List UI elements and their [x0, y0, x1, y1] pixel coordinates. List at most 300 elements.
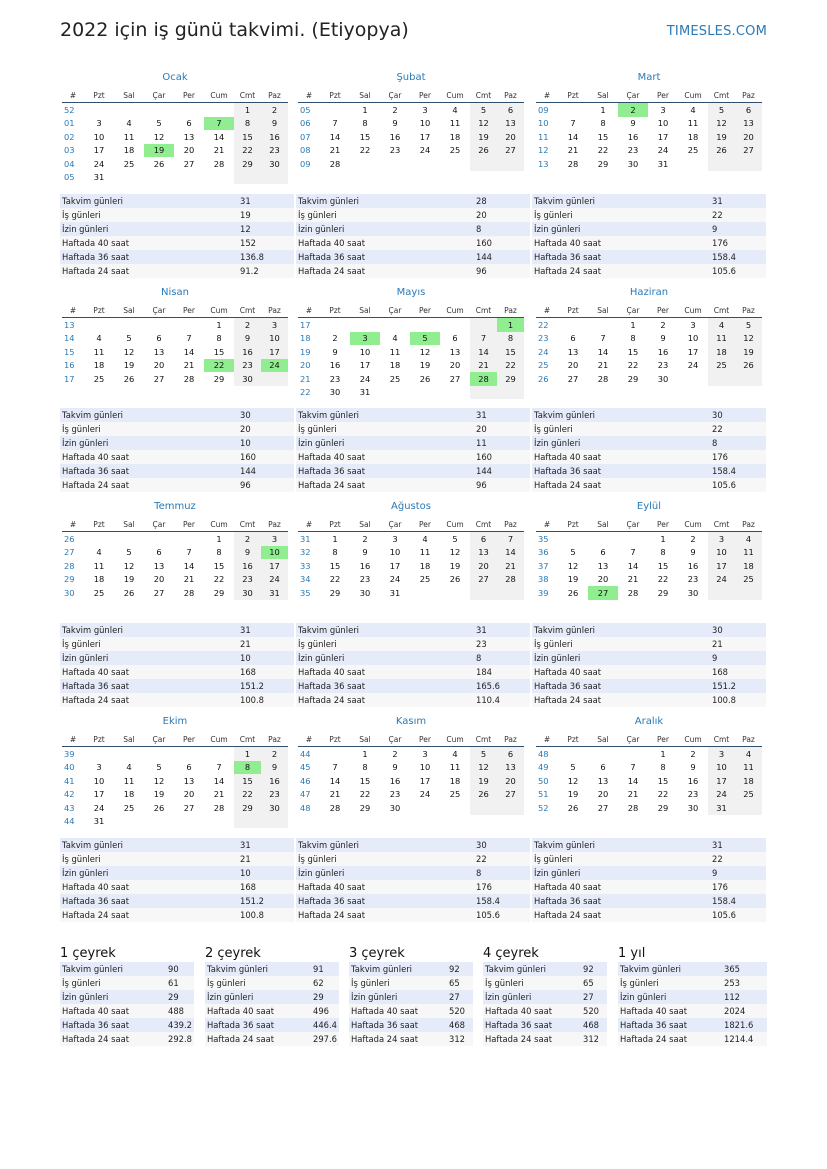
stat-label: Haftada 36 saat [534, 896, 601, 906]
stat-row [532, 250, 766, 264]
week-number: 17 [300, 319, 311, 330]
day-cell: 3 [96, 762, 102, 773]
month-calendar [536, 285, 762, 415]
day-cell: 4 [708, 318, 735, 332]
day-cell: 24 [93, 158, 105, 169]
weekday-header: Cmt [708, 517, 735, 532]
day-cell: 9 [362, 547, 368, 558]
day-cell: 2 [660, 319, 666, 330]
stat-row [532, 894, 766, 908]
week-number: 24 [538, 346, 549, 357]
day-cell: 2 [690, 533, 696, 544]
weekday-header: Pzt [84, 88, 114, 103]
stat-value: 160 [476, 452, 492, 462]
day-cell: 29 [657, 587, 669, 598]
stat-label: Haftada 40 saat [534, 667, 601, 677]
empty-cell [380, 318, 410, 332]
month-name: Haziran [629, 287, 669, 298]
empty-cell [708, 372, 735, 386]
day-cell: 10 [261, 546, 288, 560]
day-cell: 3 [708, 532, 735, 546]
quarter-row [205, 962, 339, 976]
day-cell: 6 [186, 762, 192, 773]
day-cell: 24 [657, 145, 669, 156]
day-cell: 25 [389, 373, 401, 384]
empty-cell [261, 815, 288, 829]
quarter-title: 1 çeyrek [60, 946, 116, 961]
day-cell: 13 [449, 346, 461, 357]
stat-row [60, 693, 294, 707]
weekday-header: Per [648, 303, 678, 318]
stat-row [60, 450, 294, 464]
weekday-header: Paz [497, 517, 524, 532]
week-number: 37 [538, 560, 549, 571]
quarter-label: Takvim günleri [620, 964, 681, 974]
day-cell: 20 [597, 789, 609, 800]
day-cell: 7 [204, 117, 234, 131]
day-cell: 15 [213, 346, 225, 357]
day-cell: 30 [657, 373, 669, 384]
empty-cell [440, 318, 470, 332]
week-number: 49 [538, 762, 549, 773]
week-number: 32 [300, 547, 311, 558]
stat-value: 19 [240, 210, 251, 220]
stat-label: Takvim günleri [534, 840, 595, 850]
week-number: 03 [64, 145, 75, 156]
stat-label: Haftada 36 saat [298, 896, 365, 906]
quarter-block [60, 945, 194, 1046]
day-cell: 27 [597, 802, 609, 813]
week-number: 47 [300, 789, 311, 800]
day-cell: 10 [93, 131, 105, 142]
stat-row [60, 264, 294, 278]
day-cell: 18 [389, 360, 401, 371]
stat-label: İş günleri [298, 424, 337, 434]
day-cell: 19 [144, 144, 174, 158]
day-cell: 30 [687, 802, 699, 813]
day-cell: 15 [359, 131, 371, 142]
week-number: 22 [300, 387, 311, 398]
quarter-label: Haftada 40 saat [620, 1006, 687, 1016]
weekday-header: # [298, 732, 320, 747]
quarter-label: Takvim günleri [351, 964, 412, 974]
week-number: 39 [64, 748, 75, 759]
week-number: 43 [64, 802, 75, 813]
stat-row [296, 665, 530, 679]
stat-label: Haftada 40 saat [62, 667, 129, 677]
stat-label: Haftada 40 saat [298, 882, 365, 892]
weekday-header: Per [410, 303, 440, 318]
day-cell: 13 [497, 761, 524, 775]
day-cell: 31 [359, 387, 371, 398]
month-stats [532, 838, 766, 922]
weekday-header: Paz [261, 732, 288, 747]
day-cell: 8 [660, 762, 666, 773]
empty-cell [144, 318, 174, 332]
quarter-label: İş günleri [351, 978, 390, 988]
stat-row [532, 236, 766, 250]
weekday-header: # [536, 517, 558, 532]
weekday-header: Cmt [234, 517, 261, 532]
weekday-header: Cum [440, 303, 470, 318]
day-cell: 23 [234, 359, 261, 373]
stat-value: 151.2 [240, 896, 264, 906]
stat-row [296, 264, 530, 278]
day-cell: 9 [630, 118, 636, 129]
day-cell: 28 [627, 587, 639, 598]
weekday-header: Sal [114, 303, 144, 318]
weekday-header: Pzt [558, 732, 588, 747]
week-number: 46 [300, 775, 311, 786]
quarter-row [483, 1004, 607, 1018]
stat-value: 31 [476, 625, 487, 635]
day-cell: 18 [687, 131, 699, 142]
quarter-value: 520 [583, 1006, 599, 1016]
week-number: 44 [300, 748, 311, 759]
day-cell: 14 [627, 775, 639, 786]
day-cell: 26 [419, 373, 431, 384]
day-cell: 28 [183, 373, 195, 384]
stat-value: 8 [476, 868, 482, 878]
day-cell: 27 [449, 373, 461, 384]
brand-link[interactable]: TIMESLES.COM [666, 24, 767, 39]
day-cell: 9 [392, 118, 398, 129]
stat-value: 20 [476, 210, 487, 220]
day-cell: 6 [156, 333, 162, 344]
day-cell: 26 [470, 788, 497, 802]
day-cell: 7 [630, 547, 636, 558]
weekday-header: Cum [204, 732, 234, 747]
quarter-value: 112 [724, 992, 740, 1002]
day-cell: 1 [234, 747, 261, 761]
stat-row [532, 264, 766, 278]
stat-row [532, 665, 766, 679]
stat-label: Haftada 36 saat [534, 466, 601, 476]
quarter-value: 29 [168, 992, 179, 1002]
day-cell: 14 [627, 560, 639, 571]
stat-label: Haftada 36 saat [62, 466, 129, 476]
stat-value: 110.4 [476, 695, 500, 705]
weekday-header: Pzt [320, 732, 350, 747]
day-cell: 6 [452, 333, 458, 344]
weekday-header: Paz [735, 732, 762, 747]
day-cell: 25 [93, 587, 105, 598]
stat-row [60, 852, 294, 866]
weekday-header: Çar [618, 303, 648, 318]
empty-cell [440, 157, 470, 171]
weekday-header: Çar [380, 303, 410, 318]
day-cell: 10 [261, 332, 288, 346]
day-cell: 28 [329, 802, 341, 813]
day-cell: 15 [213, 560, 225, 571]
week-number: 26 [64, 533, 75, 544]
stat-label: İş günleri [62, 639, 101, 649]
day-cell: 13 [153, 346, 165, 357]
stat-value: 152 [240, 238, 256, 248]
month-stats [296, 408, 530, 492]
empty-cell [174, 747, 204, 761]
weekday-header: Paz [261, 517, 288, 532]
day-cell: 1 [362, 748, 368, 759]
stat-row [532, 693, 766, 707]
quarter-value: 253 [724, 978, 740, 988]
quarter-row [349, 1004, 473, 1018]
day-cell: 19 [153, 789, 165, 800]
empty-cell [410, 318, 440, 332]
stat-label: Haftada 40 saat [62, 452, 129, 462]
day-cell: 14 [213, 775, 225, 786]
stat-label: İş günleri [534, 854, 573, 864]
empty-cell [114, 171, 144, 185]
day-cell: 29 [213, 587, 225, 598]
month-name: Aralık [634, 716, 664, 727]
day-cell: 31 [93, 172, 105, 183]
day-cell: 18 [735, 559, 762, 573]
weekday-header: Per [410, 517, 440, 532]
quarter-title: 4 çeyrek [483, 946, 539, 961]
weekday-header: Cum [204, 517, 234, 532]
day-cell: 28 [470, 372, 497, 386]
month-calendar [62, 714, 288, 844]
day-cell: 11 [735, 761, 762, 775]
day-cell: 4 [422, 533, 428, 544]
empty-cell [144, 171, 174, 185]
day-cell: 20 [497, 774, 524, 788]
stat-value: 8 [712, 438, 718, 448]
empty-cell [410, 157, 440, 171]
quarter-value: 292.8 [168, 1034, 192, 1044]
weekday-header: Sal [114, 517, 144, 532]
quarter-label: Haftada 24 saat [620, 1034, 687, 1044]
week-number: 18 [300, 333, 311, 344]
stat-value: 144 [476, 466, 492, 476]
day-cell: 4 [392, 333, 398, 344]
day-cell: 27 [588, 586, 618, 600]
day-cell: 21 [497, 559, 524, 573]
day-cell: 14 [213, 131, 225, 142]
weekday-header: Sal [588, 732, 618, 747]
empty-cell [174, 815, 204, 829]
day-cell: 5 [735, 318, 762, 332]
month-name: Şubat [396, 72, 426, 83]
quarter-value: 446.4 [313, 1020, 337, 1030]
empty-cell [558, 318, 588, 332]
quarter-value: 90 [168, 964, 179, 974]
weekday-header: Sal [350, 303, 380, 318]
stat-value: 30 [240, 410, 251, 420]
stat-label: İzin günleri [534, 438, 581, 448]
stat-label: Haftada 36 saat [62, 896, 129, 906]
day-cell: 25 [735, 573, 762, 587]
day-cell: 16 [261, 774, 288, 788]
day-cell: 6 [735, 103, 762, 117]
stat-row [532, 637, 766, 651]
day-cell: 1 [497, 318, 524, 332]
day-cell: 18 [93, 360, 105, 371]
weekday-header: Sal [114, 88, 144, 103]
day-cell: 21 [213, 145, 225, 156]
stat-row [60, 422, 294, 436]
week-number: 44 [64, 816, 75, 827]
day-cell: 7 [216, 762, 222, 773]
quarter-title: 1 yıl [618, 946, 646, 961]
stat-row [296, 651, 530, 665]
quarter-row [618, 990, 767, 1004]
empty-cell [84, 747, 114, 761]
day-cell: 1 [216, 319, 222, 330]
day-cell: 21 [329, 145, 341, 156]
weekday-header: Per [174, 303, 204, 318]
month-calendar [536, 499, 762, 629]
day-cell: 7 [497, 532, 524, 546]
stat-label: Haftada 24 saat [298, 910, 365, 920]
stat-value: 184 [476, 667, 492, 677]
quarter-row [483, 976, 607, 990]
stat-value: 158.4 [712, 252, 736, 262]
day-cell: 3 [422, 748, 428, 759]
day-cell: 23 [261, 144, 288, 158]
empty-cell [174, 318, 204, 332]
day-cell: 17 [687, 346, 699, 357]
empty-cell [261, 171, 288, 185]
week-number: 05 [300, 104, 311, 115]
quarter-row [205, 1004, 339, 1018]
stat-row [532, 880, 766, 894]
weekday-header: Cum [204, 88, 234, 103]
quarter-block [205, 945, 339, 1046]
weekday-header: Cum [204, 303, 234, 318]
empty-cell [558, 532, 588, 546]
quarter-label: İzin günleri [620, 992, 667, 1002]
day-cell: 13 [183, 775, 195, 786]
stat-label: İzin günleri [62, 653, 109, 663]
day-cell: 12 [123, 346, 135, 357]
day-cell: 24 [419, 145, 431, 156]
day-cell: 27 [735, 144, 762, 158]
day-cell: 7 [186, 547, 192, 558]
day-cell: 8 [600, 118, 606, 129]
quarter-row [618, 1032, 767, 1046]
empty-cell [84, 532, 114, 546]
day-cell: 5 [708, 103, 735, 117]
day-cell: 9 [261, 117, 288, 131]
day-cell: 17 [93, 145, 105, 156]
day-cell: 11 [449, 118, 461, 129]
empty-cell [320, 747, 350, 761]
day-cell: 28 [213, 158, 225, 169]
stat-label: Haftada 24 saat [62, 266, 129, 276]
day-cell: 15 [234, 774, 261, 788]
month-name: Ocak [162, 72, 188, 83]
day-cell: 4 [690, 104, 696, 115]
day-cell: 5 [410, 332, 440, 346]
empty-cell [618, 747, 648, 761]
day-cell: 20 [449, 360, 461, 371]
stat-value: 10 [240, 438, 251, 448]
week-number: 35 [538, 533, 549, 544]
day-cell: 10 [359, 346, 371, 357]
weekday-header: # [298, 88, 320, 103]
day-cell: 31 [261, 586, 288, 600]
day-cell: 12 [123, 560, 135, 571]
weekday-header: Per [174, 88, 204, 103]
week-number: 30 [64, 587, 75, 598]
day-cell: 18 [449, 131, 461, 142]
quarter-value: 312 [583, 1034, 599, 1044]
stat-row [532, 651, 766, 665]
month-calendar [298, 714, 524, 844]
day-cell: 11 [123, 775, 135, 786]
weekday-header: Pzt [320, 517, 350, 532]
day-cell: 8 [630, 333, 636, 344]
stat-value: 168 [240, 882, 256, 892]
day-cell: 9 [234, 546, 261, 560]
empty-cell [350, 157, 380, 171]
week-number: 13 [64, 319, 75, 330]
day-cell: 6 [470, 532, 497, 546]
weekday-header: Paz [735, 517, 762, 532]
stat-value: 136.8 [240, 252, 264, 262]
day-cell: 30 [359, 587, 371, 598]
weekday-header: Çar [380, 732, 410, 747]
quarter-value: 312 [449, 1034, 465, 1044]
day-cell: 19 [567, 574, 579, 585]
empty-cell [470, 801, 497, 815]
day-cell: 7 [332, 118, 338, 129]
day-cell: 29 [359, 802, 371, 813]
month-calendar [298, 70, 524, 200]
day-cell: 12 [419, 346, 431, 357]
quarter-row [618, 976, 767, 990]
weekday-header: # [62, 517, 84, 532]
stat-value: 30 [712, 410, 723, 420]
quarter-title: 3 çeyrek [349, 946, 405, 961]
stat-value: 176 [712, 238, 728, 248]
day-cell: 28 [567, 158, 579, 169]
day-cell: 22 [359, 145, 371, 156]
day-cell: 4 [452, 104, 458, 115]
day-cell: 27 [470, 573, 497, 587]
quarter-row [483, 990, 607, 1004]
day-cell: 18 [123, 145, 135, 156]
day-cell: 2 [392, 104, 398, 115]
stat-value: 158.4 [476, 896, 500, 906]
empty-cell [440, 386, 470, 400]
day-cell: 21 [183, 574, 195, 585]
day-cell: 11 [93, 346, 105, 357]
weekday-header: Cum [440, 517, 470, 532]
weekday-header: Cmt [234, 732, 261, 747]
day-cell: 17 [708, 559, 735, 573]
day-cell: 16 [687, 775, 699, 786]
stat-value: 160 [240, 452, 256, 462]
day-cell: 5 [126, 333, 132, 344]
month-table [298, 88, 524, 171]
stat-label: Haftada 24 saat [298, 266, 365, 276]
day-cell: 14 [567, 131, 579, 142]
day-cell: 6 [570, 333, 576, 344]
day-cell: 7 [470, 332, 497, 346]
stat-label: Haftada 36 saat [62, 252, 129, 262]
day-cell: 17 [93, 789, 105, 800]
stat-value: 10 [240, 653, 251, 663]
empty-cell [204, 747, 234, 761]
month-calendar [62, 499, 288, 629]
week-number: 11 [538, 131, 549, 142]
empty-cell [174, 532, 204, 546]
quarter-row [349, 976, 473, 990]
weekday-header: Paz [497, 732, 524, 747]
